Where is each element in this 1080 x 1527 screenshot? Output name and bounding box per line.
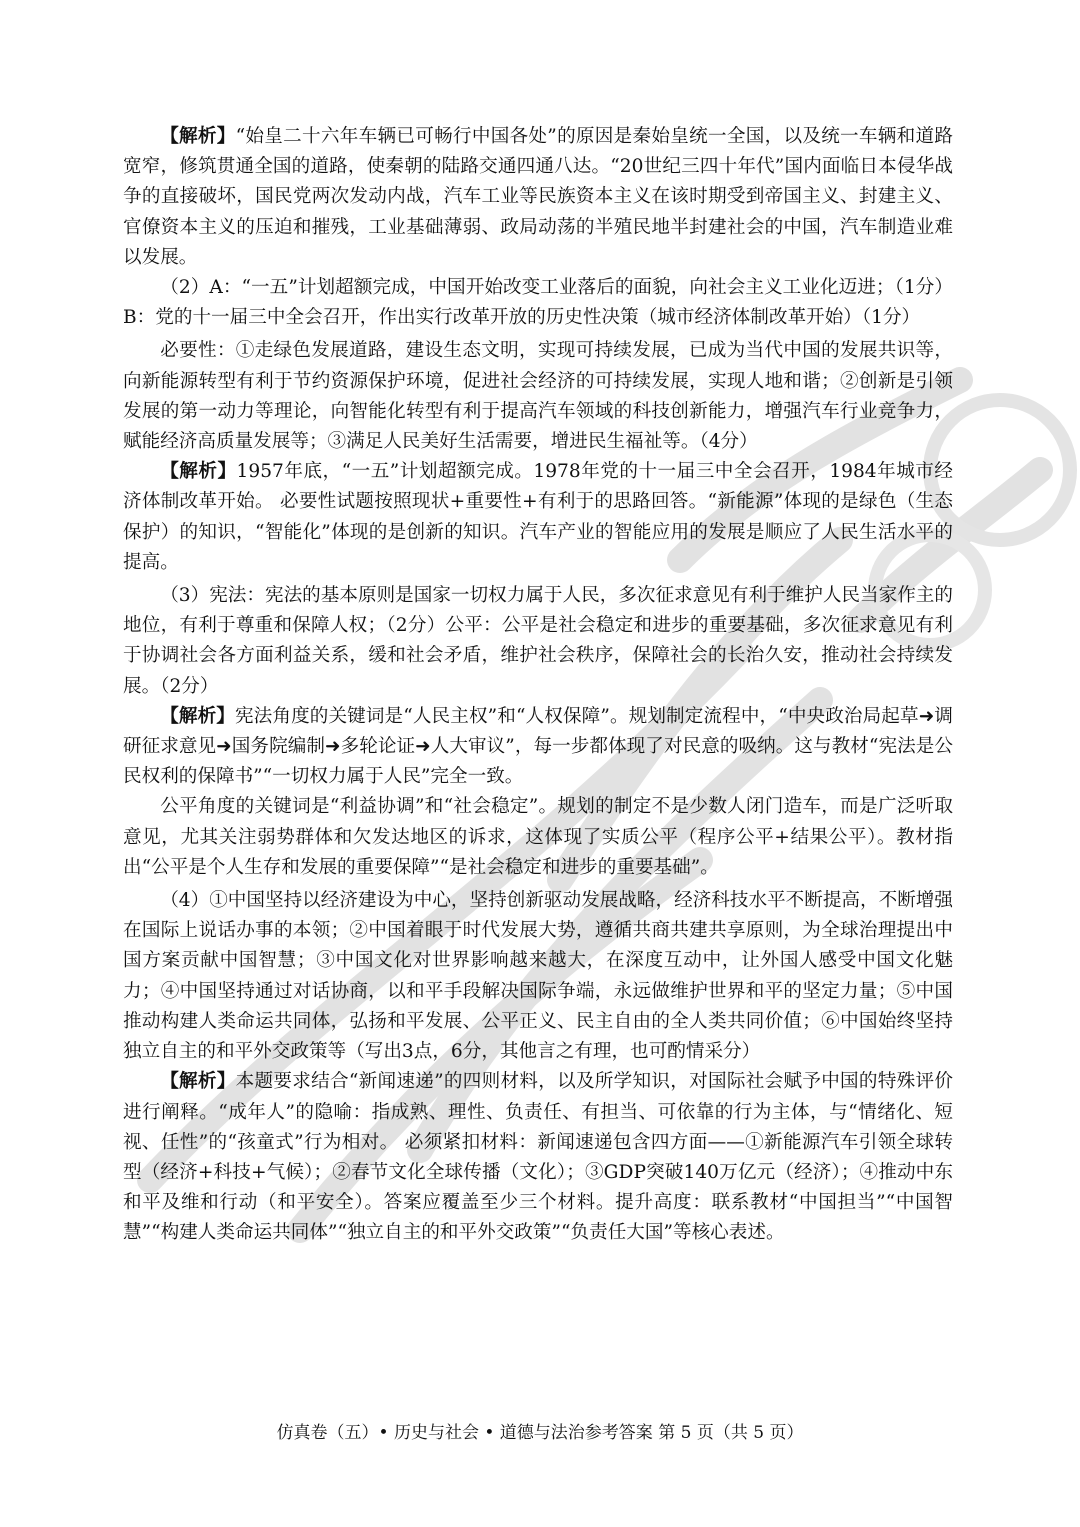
- analysis-tag: 【解析】: [160, 461, 237, 483]
- paragraph-text: （4）①中国坚持以经济建设为中心，坚持创新驱动发展战略，经济科技水平不断提高，不断增强在国际上说话办事的本领；②中国着眼于时代发展大势，遵循共商共建共享原则，为全球治理提出中国方案贡献中国智慧；③中国文化对世界影响越来越大，在深度互动中，让外国人感受中国文化魅力；④中国坚持通过对话协商，以和平手段解决国际争端，永远做维护世界和平的坚定力量；⑤中国推动构建人类命运共同体，弘扬和平发展、公平正义、民主自由的全人类共同价值；⑥中国始终坚持独立自主的和平外交政策等（写出3点，6分，其他言之有理，也可酌情采分）: [123, 890, 953, 1063]
- analysis-paragraph-fairness: [123, 792, 953, 883]
- answer-paragraph-necessity: [123, 336, 953, 457]
- answer-paragraph-3: [123, 581, 953, 702]
- answer-paragraph-2: [123, 273, 953, 333]
- paragraph-text: 宪法角度的关键词是“人民主权”和“人权保障”。规划制定流程中，“中央政治局起草➜调研征求意见➜国务院编制➜多轮论证➜人大审议”，每一步都体现了对民意的吸纳。这与教材“宪法是公民权利的保障书”“一切权力属于人民”完全一致。: [123, 705, 953, 788]
- paragraph-text: 本题要求结合“新闻速递”的四则材料，以及所学知识，对国际社会赋予中国的特殊评价进行阐释。“成年人”的隐喻：指成熟、理性、负责任、有担当、可依靠的行为主体，与“情绪化、短视、任性”的“孩童式”行为相对。 必须紧扣材料：新闻速递包含四方面——①新能源汽车引领全球转型（经济+科技+气候）；②春节文化全球传播（文化）；③GDP突破140万亿元（经济）；④推动中东和平及维和行动（和平安全）。答案应覆盖至少三个材料。提升高度：联系教材“中国担当”“中国智慧”“构建人类命运共同体”“独立自主的和平外交政策”“负责任大国”等核心表述。: [123, 1071, 953, 1244]
- analysis-paragraph-2: [123, 457, 953, 578]
- paragraph-text: （2）A：“一五”计划超额完成，中国开始改变工业落后的面貌，向社会主义工业化迈进；（1分）B：党的十一届三中全会召开，作出实行改革开放的历史性决策（城市经济体制改革开始）（1分）: [123, 277, 953, 329]
- analysis-paragraph-4: [123, 1067, 953, 1248]
- analysis-paragraph-3: [123, 702, 953, 793]
- answer-paragraph-4: [123, 886, 953, 1067]
- analysis-paragraph-1: [123, 122, 953, 273]
- page-footer: 仿真卷（五）• 历史与社会 • 道德与法治参考答案 第 5 页（共 5 页）: [276, 1423, 804, 1443]
- paragraph-text: 1957年底，“一五”计划超额完成。1978年党的十一届三中全会召开，1984年城市经济体制改革开始。 必要性试题按照现状+重要性+有利于的思路回答。“新能源”体现的是绿色（生态保护）的知识，“智能化”体现的是创新的知识。汽车产业的智能应用的发展是顺应了人民生活水平的提高。: [123, 461, 953, 573]
- analysis-tag: 【解析】: [160, 126, 236, 147]
- analysis-tag: 【解析】: [160, 1071, 236, 1093]
- paragraph-text: “始皇二十六年车辆已可畅行中国各处”的原因是秦始皇统一全国，以及统一车辆和道路宽窄，修筑贯通全国的道路，使秦朝的陆路交通四通八达。“20世纪三四十年代”国内面临日本侵华战争的直接破坏，国民党两次发动内战，汽车工业等民族资本主义在该时期受到帝国主义、封建主义、官僚资本主义的压迫和摧残，工业基础薄弱、政局动荡的半殖民地半封建社会的中国，汽车制造业难以发展。: [123, 126, 953, 268]
- paragraph-text: 公平角度的关键词是“利益协调”和“社会稳定”。规划的制定不是少数人闭门造车，而是广泛听取意见，尤其关注弱势群体和欠发达地区的诉求，这体现了实质公平（程序公平+结果公平）。教材指出“公平是个人生存和发展的重要保障”“是社会稳定和进步的重要基础”。: [123, 796, 953, 878]
- analysis-tag: 【解析】: [160, 705, 235, 727]
- answer-content: [123, 122, 953, 1249]
- paragraph-text: 必要性：①走绿色发展道路，建设生态文明，实现可持续发展，已成为当代中国的发展共识等，向新能源转型有利于节约资源保护环境，促进社会经济的可持续发展，实现人地和谐；②创新是引领发展的第一动力等理论，向智能化转型有利于提高汽车领域的科技创新能力，增强汽车行业竞争力，赋能经济高质量发展等；③满足人民美好生活需要，增进民生福祉等。（4分）: [123, 340, 953, 453]
- paragraph-text: （3）宪法：宪法的基本原则是国家一切权力属于人民，多次征求意见有利于维护人民当家作主的地位，有利于尊重和保障人权；（2分）公平：公平是社会稳定和进步的重要基础，多次征求意见有利于协调社会各方面利益关系，缓和社会矛盾，维护社会秩序，保障社会的长治久安，推动社会持续发展。（2分）: [123, 585, 953, 697]
